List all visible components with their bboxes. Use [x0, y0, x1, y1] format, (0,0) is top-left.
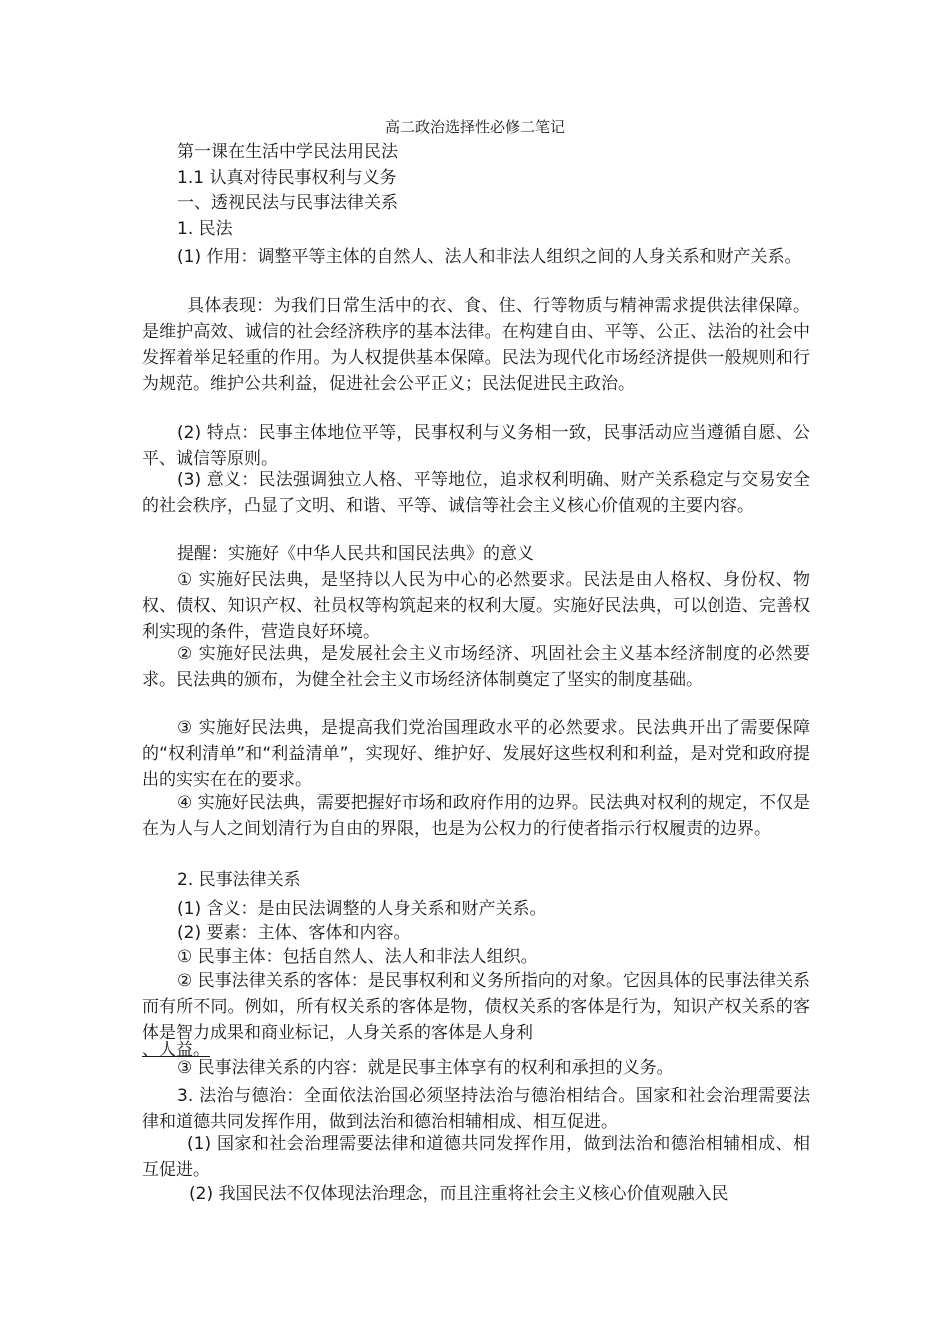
- heading-civil-law: 1. 民法: [177, 219, 233, 239]
- paragraph-element-1: ① 民事主体：包括自然人、法人和非法人组织。: [177, 947, 538, 967]
- paragraph-reminder-2: ② 实施好民法典，是发展社会主义市场经济、巩固社会主义基本经济制度的必然要求。民法典的颁布，为健全社会主义市场经济体制奠定了坚实的制度基础。: [142, 644, 810, 690]
- paragraph-meaning: (1) 含义：是由民法调整的人身关系和财产关系。: [177, 899, 547, 919]
- section-heading: 1.1 认真对待民事权利与义务: [177, 168, 397, 188]
- paragraph-reminder-3: ③ 实施好民法典，是提高我们党治国理政水平的必然要求。民法典开出了需要保障的“权利清单”和“利益清单”，实现好、维护好、发展好这些权利和利益，是对党和政府提出的实实在在的要求。: [142, 718, 810, 790]
- paragraph-features: (2) 特点：民事主体地位平等，民事权利与义务相一致，民事活动应当遵循自愿、公平、诚信等原则。: [142, 423, 810, 469]
- lesson-heading: 第一课在生活中学民法用民法: [177, 142, 398, 162]
- paragraph-rule-1: (1) 国家和社会治理需要法律和道德共同发挥作用，做到法治和德治相辅相成、相互促进。: [142, 1134, 810, 1180]
- heading-1: 一、透视民法与民事法律关系: [177, 193, 398, 213]
- paragraph-reminder-4: ④ 实施好民法典，需要把握好市场和政府作用的边界。民法典对权利的规定，不仅是在为人与人之间划清行为自由的界限，也是为公权力的行使者指示行权履责的边界。: [142, 793, 810, 839]
- document-title: 高二政治选择性必修二笔记: [384, 118, 565, 136]
- paragraph-rule-2: (2) 我国民法不仅体现法治理念，而且注重将社会主义核心价值观融入民: [189, 1184, 729, 1204]
- paragraph-role: (1) 作用：调整平等主体的自然人、法人和非法人组织之间的人身关系和财产关系。: [177, 247, 802, 267]
- paragraph-element-2: ② 民事法律关系的客体：是民事权利和义务所指向的对象。它因具体的民事法律关系而有所不同。例如，所有权关系的客体是物，债权关系的客体是行为，知识产权关系的客体是智力成果和商业标记，人身关系的客体是人身利: [142, 971, 810, 1043]
- paragraph-element-3: ③ 民事法律关系的内容：就是民事主体享有的权利和承担的义务。: [177, 1058, 674, 1078]
- heading-civil-relation: 2. 民事法律关系: [177, 870, 301, 890]
- paragraph-rule-of-law: 3. 法治与德治：全面依法治国必须坚持法治与德治相结合。国家和社会治理需要法律和道德共同发挥作用，做到法治和德治相辅相成、相互促进。: [142, 1086, 810, 1132]
- paragraph-significance: (3) 意义：民法强调独立人格、平等地位，追求权利明确、财产关系稳定与交易安全的社会秩序，凸显了文明、和谐、平等、诚信等社会主义核心价值观的主要内容。: [142, 470, 810, 516]
- paragraph-reminder-1: ① 实施好民法典，是坚持以人民为中心的必然要求。民法是由人格权、身份权、物权、债权、知识产权、社员权等构筑起来的权利大厦。实施好民法典，可以创造、完善权利实现的条件，营造良好环境。: [142, 570, 810, 642]
- paragraph-reminder: 提醒：实施好《中华人民共和国民法典》的意义: [177, 544, 534, 564]
- underlined-text: 、人益。: [142, 1040, 210, 1060]
- paragraph-elements: (2) 要素：主体、客体和内容。: [177, 923, 411, 943]
- paragraph-specific: 具体表现：为我们日常生活中的衣、食、住、行等物质与精神需求提供法律保障。是维护高效、诚信的社会经济秩序的基本法律。在构建自由、平等、公正、法治的社会中发挥着举足轻重的作用。为人权提供基本保障。民法为现代化市场经济提供一般规则和行为规范。维护公共利益，促进社会公平正义；民法促进民主政治。: [142, 296, 810, 394]
